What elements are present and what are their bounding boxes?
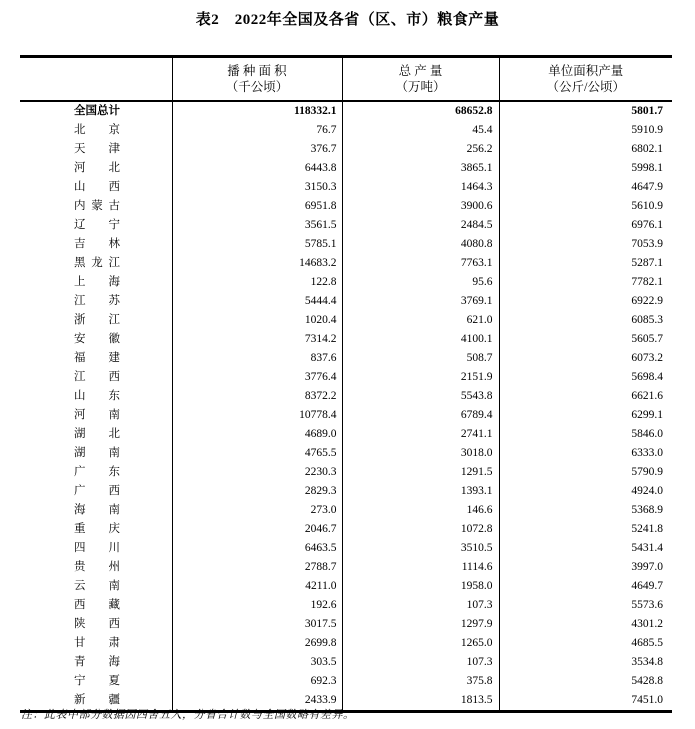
region-name-cell (20, 235, 172, 254)
region-name: 广东 (74, 466, 120, 478)
sown-area-value: 8372.2 (172, 387, 342, 406)
total-output-value: 1958.0 (342, 577, 499, 596)
region-name-cell (20, 501, 172, 520)
total-output-value: 2151.9 (342, 368, 499, 387)
sown-area-value: 118332.1 (172, 101, 342, 121)
total-output-value: 375.8 (342, 672, 499, 691)
total-output-value: 3769.1 (342, 292, 499, 311)
sown-area-value: 376.7 (172, 140, 342, 159)
table-row (20, 292, 672, 311)
region-name-cell (20, 101, 172, 121)
region-name-cell (20, 672, 172, 691)
table-row (20, 577, 672, 596)
total-output-value: 68652.8 (342, 101, 499, 121)
yield-value: 7053.9 (499, 235, 672, 254)
region-name: 江西 (74, 371, 120, 383)
sown-area-value: 7314.2 (172, 330, 342, 349)
total-output-value: 95.6 (342, 273, 499, 292)
table-row (20, 482, 672, 501)
table-row (20, 653, 672, 672)
region-name: 内蒙古 (74, 200, 120, 212)
total-output-value: 1114.6 (342, 558, 499, 577)
sown-area-value: 6463.5 (172, 539, 342, 558)
yield-value: 6922.9 (499, 292, 672, 311)
total-output-value: 1265.0 (342, 634, 499, 653)
sown-area-value: 837.6 (172, 349, 342, 368)
sown-area-value: 1020.4 (172, 311, 342, 330)
table-row (20, 235, 672, 254)
region-name-cell (20, 292, 172, 311)
table-row (20, 140, 672, 159)
region-name: 广西 (74, 485, 120, 497)
region-name-cell (20, 539, 172, 558)
yield-value: 5605.7 (499, 330, 672, 349)
yield-value: 5910.9 (499, 121, 672, 140)
sown-area-value: 3017.5 (172, 615, 342, 634)
yield-value: 6073.2 (499, 349, 672, 368)
sown-area-value: 4689.0 (172, 425, 342, 444)
region-name: 江苏 (74, 295, 120, 307)
region-name: 甘肃 (74, 637, 120, 649)
sown-area-value: 2699.8 (172, 634, 342, 653)
sown-area-value: 2230.3 (172, 463, 342, 482)
footnote: 注：此表中部分数据因四舍五入，分省合计数与全国数略有差异。 (21, 709, 355, 721)
header-sown-area-unit: （千公顷） (225, 80, 289, 94)
region-name: 吉林 (74, 238, 120, 250)
table-row (20, 159, 672, 178)
sown-area-value: 5444.4 (172, 292, 342, 311)
header-yield (499, 57, 672, 102)
region-name: 四川 (74, 542, 120, 554)
sown-area-value: 76.7 (172, 121, 342, 140)
total-output-value: 4080.8 (342, 235, 499, 254)
table-row (20, 520, 672, 539)
table-row (20, 101, 672, 121)
region-name-cell (20, 596, 172, 615)
region-name: 山东 (74, 390, 120, 402)
grain-table-container (20, 55, 672, 713)
total-output-value: 256.2 (342, 140, 499, 159)
table-row (20, 349, 672, 368)
sown-area-value: 2829.3 (172, 482, 342, 501)
region-name-cell (20, 634, 172, 653)
sown-area-value: 273.0 (172, 501, 342, 520)
yield-value: 3997.0 (499, 558, 672, 577)
region-name-cell (20, 330, 172, 349)
region-name: 福建 (74, 352, 120, 364)
sown-area-value: 2433.9 (172, 691, 342, 712)
region-name-cell (20, 558, 172, 577)
table-row (20, 406, 672, 425)
region-name: 河南 (74, 409, 120, 421)
yield-value: 5790.9 (499, 463, 672, 482)
sown-area-value: 6443.8 (172, 159, 342, 178)
region-name: 河北 (74, 162, 120, 174)
total-output-value: 1393.1 (342, 482, 499, 501)
sown-area-value: 14683.2 (172, 254, 342, 273)
yield-value: 7451.0 (499, 691, 672, 712)
region-name-cell (20, 615, 172, 634)
yield-value: 5846.0 (499, 425, 672, 444)
region-name-cell (20, 254, 172, 273)
total-output-value: 107.3 (342, 653, 499, 672)
total-output-value: 6789.4 (342, 406, 499, 425)
region-name-cell (20, 311, 172, 330)
region-name-cell (20, 273, 172, 292)
table-row (20, 425, 672, 444)
table-row (20, 501, 672, 520)
region-name-cell (20, 577, 172, 596)
total-output-value: 621.0 (342, 311, 499, 330)
header-row (20, 57, 672, 102)
yield-value: 6976.1 (499, 216, 672, 235)
sown-area-value: 3561.5 (172, 216, 342, 235)
region-name-cell (20, 178, 172, 197)
region-name: 海南 (74, 504, 120, 516)
table-row (20, 615, 672, 634)
table-body (20, 101, 672, 712)
region-name: 山西 (74, 181, 120, 193)
yield-value: 6299.1 (499, 406, 672, 425)
sown-area-value: 10778.4 (172, 406, 342, 425)
yield-value: 3534.8 (499, 653, 672, 672)
table-row (20, 273, 672, 292)
grain-output-table (20, 55, 672, 713)
header-sown-area (172, 57, 342, 102)
yield-value: 5698.4 (499, 368, 672, 387)
yield-value: 5431.4 (499, 539, 672, 558)
page-title: 表2 2022年全国及各省（区、市）粮食产量 (195, 12, 500, 28)
region-name: 西藏 (74, 599, 120, 611)
region-name: 上海 (74, 276, 120, 288)
region-name-cell (20, 368, 172, 387)
region-name: 重庆 (74, 523, 120, 535)
total-output-value: 1297.9 (342, 615, 499, 634)
yield-value: 7782.1 (499, 273, 672, 292)
total-output-value: 1291.5 (342, 463, 499, 482)
region-name-cell (20, 425, 172, 444)
region-name-cell (20, 482, 172, 501)
yield-value: 4647.9 (499, 178, 672, 197)
region-name: 辽宁 (74, 219, 120, 231)
table-row (20, 387, 672, 406)
yield-value: 5428.8 (499, 672, 672, 691)
region-name: 安徽 (74, 333, 120, 345)
header-yield-title: 单位面积产量 (548, 64, 624, 78)
total-output-value: 508.7 (342, 349, 499, 368)
region-name-cell (20, 653, 172, 672)
total-output-value: 107.3 (342, 596, 499, 615)
yield-value: 6802.1 (499, 140, 672, 159)
region-name: 天津 (74, 143, 120, 155)
yield-value: 6621.6 (499, 387, 672, 406)
table-row (20, 558, 672, 577)
yield-value: 4649.7 (499, 577, 672, 596)
region-name-cell (20, 463, 172, 482)
region-name: 湖南 (74, 447, 120, 459)
total-output-value: 2484.5 (342, 216, 499, 235)
sown-area-value: 192.6 (172, 596, 342, 615)
table-row (20, 311, 672, 330)
total-output-value: 3018.0 (342, 444, 499, 463)
yield-value: 4301.2 (499, 615, 672, 634)
yield-value: 5368.9 (499, 501, 672, 520)
table-header (20, 57, 672, 102)
total-output-value: 4100.1 (342, 330, 499, 349)
total-output-value: 1813.5 (342, 691, 499, 712)
table-row (20, 634, 672, 653)
region-name: 浙江 (74, 314, 120, 326)
region-name-cell (20, 520, 172, 539)
header-yield-unit: （公斤/公顷） (546, 80, 625, 94)
region-name: 云南 (74, 580, 120, 592)
sown-area-value: 2046.7 (172, 520, 342, 539)
sown-area-value: 3776.4 (172, 368, 342, 387)
yield-value: 5610.9 (499, 197, 672, 216)
total-output-value: 45.4 (342, 121, 499, 140)
region-name: 青海 (74, 656, 120, 668)
header-total-output (342, 57, 499, 102)
region-name: 宁夏 (74, 675, 120, 687)
yield-value: 5573.6 (499, 596, 672, 615)
sown-area-value: 4765.5 (172, 444, 342, 463)
table-row (20, 444, 672, 463)
header-region-blank (20, 57, 172, 102)
table-row (20, 672, 672, 691)
region-name-cell (20, 140, 172, 159)
region-name: 黑龙江 (74, 257, 120, 269)
header-total-output-title: 总 产 量 (398, 64, 443, 78)
yield-value: 5801.7 (499, 101, 672, 121)
yield-value: 5241.8 (499, 520, 672, 539)
sown-area-value: 4211.0 (172, 577, 342, 596)
table-row (20, 121, 672, 140)
total-output-value: 7763.1 (342, 254, 499, 273)
sown-area-value: 122.8 (172, 273, 342, 292)
region-name-cell (20, 197, 172, 216)
region-name-cell (20, 349, 172, 368)
sown-area-value: 3150.3 (172, 178, 342, 197)
table-row (20, 368, 672, 387)
yield-value: 4685.5 (499, 634, 672, 653)
sown-area-value: 692.3 (172, 672, 342, 691)
table-row (20, 197, 672, 216)
region-name: 北京 (74, 124, 120, 136)
region-name: 湖北 (74, 428, 120, 440)
total-output-value: 1072.8 (342, 520, 499, 539)
table-row (20, 178, 672, 197)
table-row (20, 254, 672, 273)
sown-area-value: 2788.7 (172, 558, 342, 577)
yield-value: 5998.1 (499, 159, 672, 178)
region-name-cell (20, 444, 172, 463)
region-name-cell (20, 159, 172, 178)
total-output-value: 146.6 (342, 501, 499, 520)
total-output-value: 3510.5 (342, 539, 499, 558)
yield-value: 5287.1 (499, 254, 672, 273)
table-row (20, 216, 672, 235)
table-row (20, 596, 672, 615)
table-row (20, 539, 672, 558)
region-name-cell (20, 216, 172, 235)
header-sown-area-title: 播 种 面 积 (227, 64, 287, 78)
total-output-value: 5543.8 (342, 387, 499, 406)
region-name: 陕西 (74, 618, 120, 630)
total-output-value: 3865.1 (342, 159, 499, 178)
region-name-cell (20, 121, 172, 140)
total-output-value: 2741.1 (342, 425, 499, 444)
sown-area-value: 5785.1 (172, 235, 342, 254)
region-name-cell (20, 406, 172, 425)
region-name: 全国总计 (74, 105, 120, 117)
header-total-output-unit: （万吨） (395, 80, 446, 94)
sown-area-value: 303.5 (172, 653, 342, 672)
region-name: 贵州 (74, 561, 120, 573)
yield-value: 6085.3 (499, 311, 672, 330)
region-name-cell (20, 387, 172, 406)
total-output-value: 3900.6 (342, 197, 499, 216)
total-output-value: 1464.3 (342, 178, 499, 197)
yield-value: 6333.0 (499, 444, 672, 463)
sown-area-value: 6951.8 (172, 197, 342, 216)
region-name: 新疆 (74, 694, 120, 706)
table-row (20, 330, 672, 349)
yield-value: 4924.0 (499, 482, 672, 501)
table-row (20, 463, 672, 482)
